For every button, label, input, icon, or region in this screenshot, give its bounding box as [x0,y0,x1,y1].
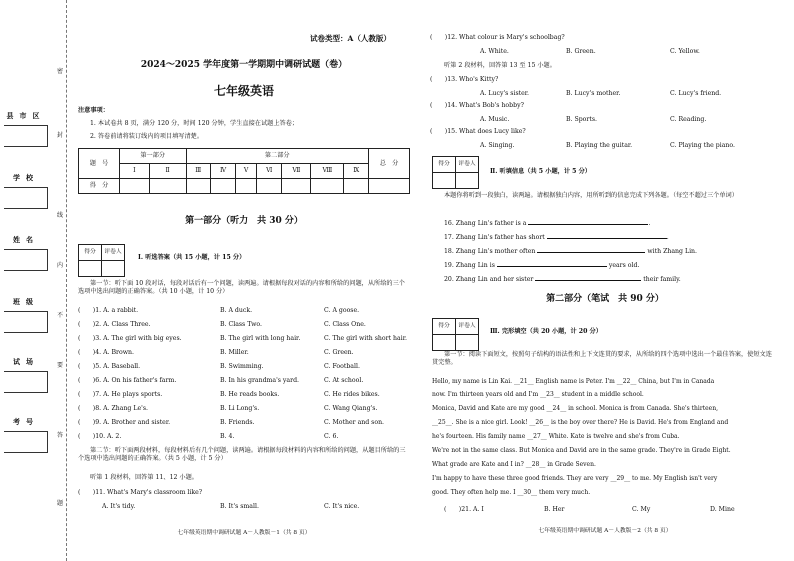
passage-line: We're not in the same class. But Monica and David are in the same grade. They're in Grade Eight. [432,447,731,454]
score-cell[interactable] [120,179,150,194]
page-right [430,0,780,561]
question-option-a: 4. A. Brown. [95,349,134,356]
numeral-cell: Ⅴ [236,164,257,179]
page-footer: 七年级英语期中调研试题 A－人教版－1（共 8 页） [177,530,311,536]
question-option-c: C. My [632,506,651,513]
seal-mark: 线 [56,212,63,219]
question-option-c: C. Class One. [324,321,366,328]
notes-title: 注意事项： [78,107,109,114]
answer-bracket[interactable]: ( ) [78,489,96,496]
grader-label: 得分 [433,157,456,173]
fill-in-list [444,220,774,290]
answer-bracket[interactable]: ( ) [430,76,448,83]
answer-bracket[interactable]: ( ) [78,307,96,314]
question-stem: 13. Who's Kitty? [447,76,499,83]
question-option-c: C. Green. [324,349,354,356]
question-option-b: B. Friends. [220,419,255,426]
question-option-a: A. Singing. [480,142,515,149]
fill-blank[interactable] [547,238,667,239]
passage-line: now. I'm thirteen years old and I'm __23__ student in a middle school. [432,391,644,398]
section-1-title: Ⅰ. 听选答案（共 15 小题，计 15 分） [138,254,246,261]
answer-bracket[interactable]: ( ) [78,419,96,426]
seal-mark: 不 [56,312,63,319]
question-option-a: 10. A. 2. [95,433,122,440]
question-15 [430,128,780,154]
answer-bracket[interactable]: ( ) [78,363,96,370]
section-3-intro: 第一节：阅读下面短文，按照句子结构的语法性和上下文连贯的要求，从所给的四个选项中选出一个最佳答案，使短文连贯完整。 [432,351,772,366]
part1-heading: 第一部分（听力 共 30 分） [185,216,303,226]
question-option-b: B. It's small. [220,503,259,510]
fill-suffix: with Zhang Lin. [647,248,697,255]
binding-strip [0,0,67,561]
grader-cell[interactable] [456,335,479,351]
question-option-a: 2. A. Class Three. [95,321,151,328]
question-list-1-10 [78,307,412,447]
field-label: 姓名 [13,235,39,244]
page-footer: 七年级英语期中调研试题 A－人教版－2（共 8 页） [538,528,672,534]
passage-line: Monica, David and Kate are my good __24__ in school. Monica is from Canada. She's thirteen, [432,405,718,412]
question-12 [430,34,780,60]
field-box[interactable] [4,125,48,147]
fill-prompt: 17. Zhang Lin's father has short [444,234,545,241]
question-option-c: C. He rides bikes. [324,391,380,398]
field-label: 班级 [13,297,39,306]
question-option-c: C. Playing the piano. [670,142,735,149]
grader-box [78,244,125,277]
question-option-c: C. Reading. [670,116,707,123]
section-1-part2-intro: 第二节：听下面两段材料，每段材料后有几个问题，读两遍。请根据每段材料的内容和所给的问题，从题目所给的三个选项中选出问题的正确答案。（共 5 小题，计 5 分） [78,447,406,462]
total-header: 总 分 [369,149,410,179]
note-item: 2. 答卷前请将装订线内的项目填写清楚。 [90,133,204,140]
field-name [4,236,48,271]
question-option-c: C. Yellow. [670,48,700,55]
seal-mark: 答 [56,432,63,439]
question-option-b: B. Sports. [566,116,597,123]
field-box[interactable] [4,187,48,209]
seal-mark: 内 [56,262,63,269]
answer-bracket[interactable]: ( ) [78,335,96,342]
numeral-cell: Ⅶ [282,164,311,179]
question-option-b: B. Class Two. [220,321,262,328]
section-3-title: Ⅲ. 完形填空（共 20 小题，计 20 分） [490,328,602,335]
numeral-cell: Ⅰ [120,164,150,179]
fill-prompt: 20. Zhang Lin and her sister [444,276,534,283]
grader-cell[interactable] [79,261,102,277]
question-stem: 12. What colour is Mary's schoolbag? [447,34,565,41]
score-cell[interactable] [257,179,282,194]
score-cell[interactable] [211,179,236,194]
fill-prompt: 16. Zhang Lin's father is a [444,220,527,227]
question-option-a: A. It's tidy. [102,503,136,510]
score-cell[interactable] [149,179,186,194]
seal-mark: 要 [56,362,63,369]
seal-mark: 题 [56,500,63,507]
fill-blank[interactable] [528,224,648,225]
passage-line: What grade are Kate and I in? __28__ in Grade Seven. [432,461,596,468]
passage-line: Hello, my name is Lin Kai. __21__ English name is Peter. I'm __22__ China, but I'm in Canada [432,378,715,385]
question-option-c: C. It's nice. [324,503,360,510]
section-1-intro: 第一节：听下面 10 段对话，每段对话后有一个问题，读两遍。请根据每段对话的内容和所给的问题，从所给的三个选项中选出问题的正确答案。（共 10 小题，计 10 分） [78,280,405,295]
grader-label: 评卷人 [456,157,479,173]
answer-bracket[interactable]: ( ) [430,102,448,109]
exam-title: 2024～2025 学年度第一学期期中调研试题（卷） [140,60,348,70]
question-option-b: B. Li Long's. [220,405,260,412]
passage-1-prompt: 听第 1 段材料，回答第 11、12 小题。 [90,474,198,481]
question-option-b: B. Playing the guitar. [566,142,633,149]
question-option-b: B. He reads books. [220,391,280,398]
question-option-a: A. Lucy's sister. [480,90,530,97]
question-option-a: 7. A. He plays sports. [95,391,163,398]
fill-prompt: 19. Zhang Lin is [444,262,495,269]
grader-box [432,156,479,189]
question-21 [444,506,774,518]
question-option-c: C. At school. [324,377,364,384]
question-option-c: C. The girl with short hair. [324,335,407,342]
answer-bracket[interactable]: ( ) [78,391,96,398]
part1-header: 第一部分 [120,149,187,164]
question-option-b: B. 4. [220,433,235,440]
passage-2-prompt: 听第 2 段材料，回答第 13 至 15 小题。 [444,62,556,69]
question-option-a: 8. A. Zhang Le's. [95,405,148,412]
question-option-b: B. Green. [566,48,596,55]
question-option-a: 21. A. I [461,506,484,513]
score-cell[interactable] [311,179,344,194]
question-option-b: B. Miller. [220,349,249,356]
numeral-cell: Ⅳ [211,164,236,179]
fill-suffix: . [666,234,669,241]
fill-suffix: their family. [643,276,681,283]
passage-line: good. They often help me. I __30__ them very much. [432,489,591,496]
fill-blank[interactable] [497,266,607,267]
answer-bracket[interactable]: ( ) [78,405,96,412]
part2-header: 第二部分 [186,149,368,164]
numeral-cell: Ⅱ [149,164,186,179]
cloze-passage [432,378,778,504]
field-label: 考号 [13,417,39,426]
question-option-a: A. Music. [480,116,510,123]
score-cell[interactable] [186,179,211,194]
question-option-b: B. A duck. [220,307,253,314]
section-2-title: Ⅱ. 听填信息（共 5 小题，计 5 分） [490,168,591,175]
note-item: 1. 本试卷共 8 页，满分 120 分，时间 120 分钟，学生直接在试题上答卷； [90,120,299,127]
field-box[interactable] [4,249,48,271]
paper-type: 试卷类型：A（人教版） [310,34,391,43]
seal-mark: 封 [56,132,63,139]
numeral-cell: Ⅵ [257,164,282,179]
grader-cell[interactable] [102,261,125,277]
score-cell[interactable] [282,179,311,194]
field-exam-room [4,358,48,393]
score-cell[interactable] [369,179,410,194]
question-14 [430,102,780,128]
question-option-b: B. In his grandma's yard. [220,377,300,384]
score-cell[interactable] [344,179,369,194]
answer-bracket[interactable]: ( ) [78,349,96,356]
grader-cell[interactable] [433,335,456,351]
numeral-cell: Ⅲ [186,164,211,179]
score-row-label: 题 号 [79,149,120,179]
page-left [74,0,414,561]
section-2-intro: 本题你将听到一段独白，读两遍。请根据独白内容，用所听到的信息完成下列各题。（每空不超过三个单词） [444,192,738,199]
field-exam-number [4,418,48,453]
question-option-c: C. Wang Qiang's. [324,405,378,412]
question-stem: 14. What's Bob's hobby? [447,102,524,109]
fill-suffix: years old. [608,262,640,269]
field-box[interactable] [4,431,48,453]
question-option-c: C. Lucy's friend. [670,90,722,97]
answer-bracket[interactable]: ( ) [430,34,448,41]
score-table [78,148,410,194]
fill-prompt: 18. Zhang Lin's mother often [444,248,536,255]
passage-line: he's fourteen. His family name __27__ White. Kate is twelve and she's from Cuba. [432,433,680,440]
grader-label: 得分 [79,245,102,261]
fill-suffix: . [648,220,651,227]
field-label: 县市区 [6,111,46,120]
grader-cell[interactable] [433,173,456,189]
part2-heading: 第二部分（笔试 共 90 分） [546,294,664,304]
score-label: 得 分 [79,179,120,194]
field-county [4,112,48,147]
question-stem: 11. What's Mary's classroom like? [95,489,203,496]
grader-cell[interactable] [456,173,479,189]
question-option-c: C. A goose. [324,307,360,314]
question-option-a: 6. A. On his father's farm. [95,377,177,384]
fill-blank[interactable] [537,252,645,253]
answer-bracket[interactable]: ( ) [78,433,96,440]
seal-mark: 密 [56,68,63,75]
question-option-a: A. White. [480,48,509,55]
numeral-cell: Ⅷ [311,164,344,179]
question-13 [430,76,780,102]
question-option-c: C. 6. [324,433,339,440]
question-option-b: B. The girl with long hair. [220,335,301,342]
field-box[interactable] [4,311,48,333]
field-label: 试场 [13,357,39,366]
grader-label: 得分 [433,319,456,335]
question-11 [78,489,412,519]
question-option-c: C. Mother and son. [324,419,385,426]
answer-bracket[interactable]: ( ) [444,506,462,513]
answer-bracket[interactable]: ( ) [78,377,96,384]
answer-bracket[interactable]: ( ) [430,128,448,135]
grader-label: 评卷人 [456,319,479,335]
passage-line: __25__. She is a nice girl. Look! __26__ is the boy over there? He is David. He's from England and [432,419,729,426]
numeral-cell: Ⅸ [344,164,369,179]
question-stem: 15. What does Lucy like? [447,128,526,135]
passage-line: I'm happy to have these three good friends. They are very __29__ to me. My English isn't very [432,475,718,482]
score-cell[interactable] [236,179,257,194]
field-school [4,174,48,209]
grader-box [432,318,479,351]
fill-blank[interactable] [535,280,641,281]
question-option-b: B. Her [544,506,565,513]
field-label: 学校 [13,173,39,182]
field-box[interactable] [4,371,48,393]
subject-title: 七年级英语 [213,84,274,98]
question-option-a: 3. A. The girl with big eyes. [95,335,182,342]
question-option-a: 1. A. a rabbit. [95,307,139,314]
question-option-d: D. Mine [710,506,735,513]
answer-bracket[interactable]: ( ) [78,321,96,328]
question-option-c: C. Football. [324,363,360,370]
field-class [4,298,48,333]
question-option-b: B. Swimming. [220,363,264,370]
question-option-a: 9. A. Brother and sister. [95,419,171,426]
grader-label: 评卷人 [102,245,125,261]
question-option-a: 5. A. Baseball. [95,363,141,370]
question-option-b: B. Lucy's mother. [566,90,621,97]
